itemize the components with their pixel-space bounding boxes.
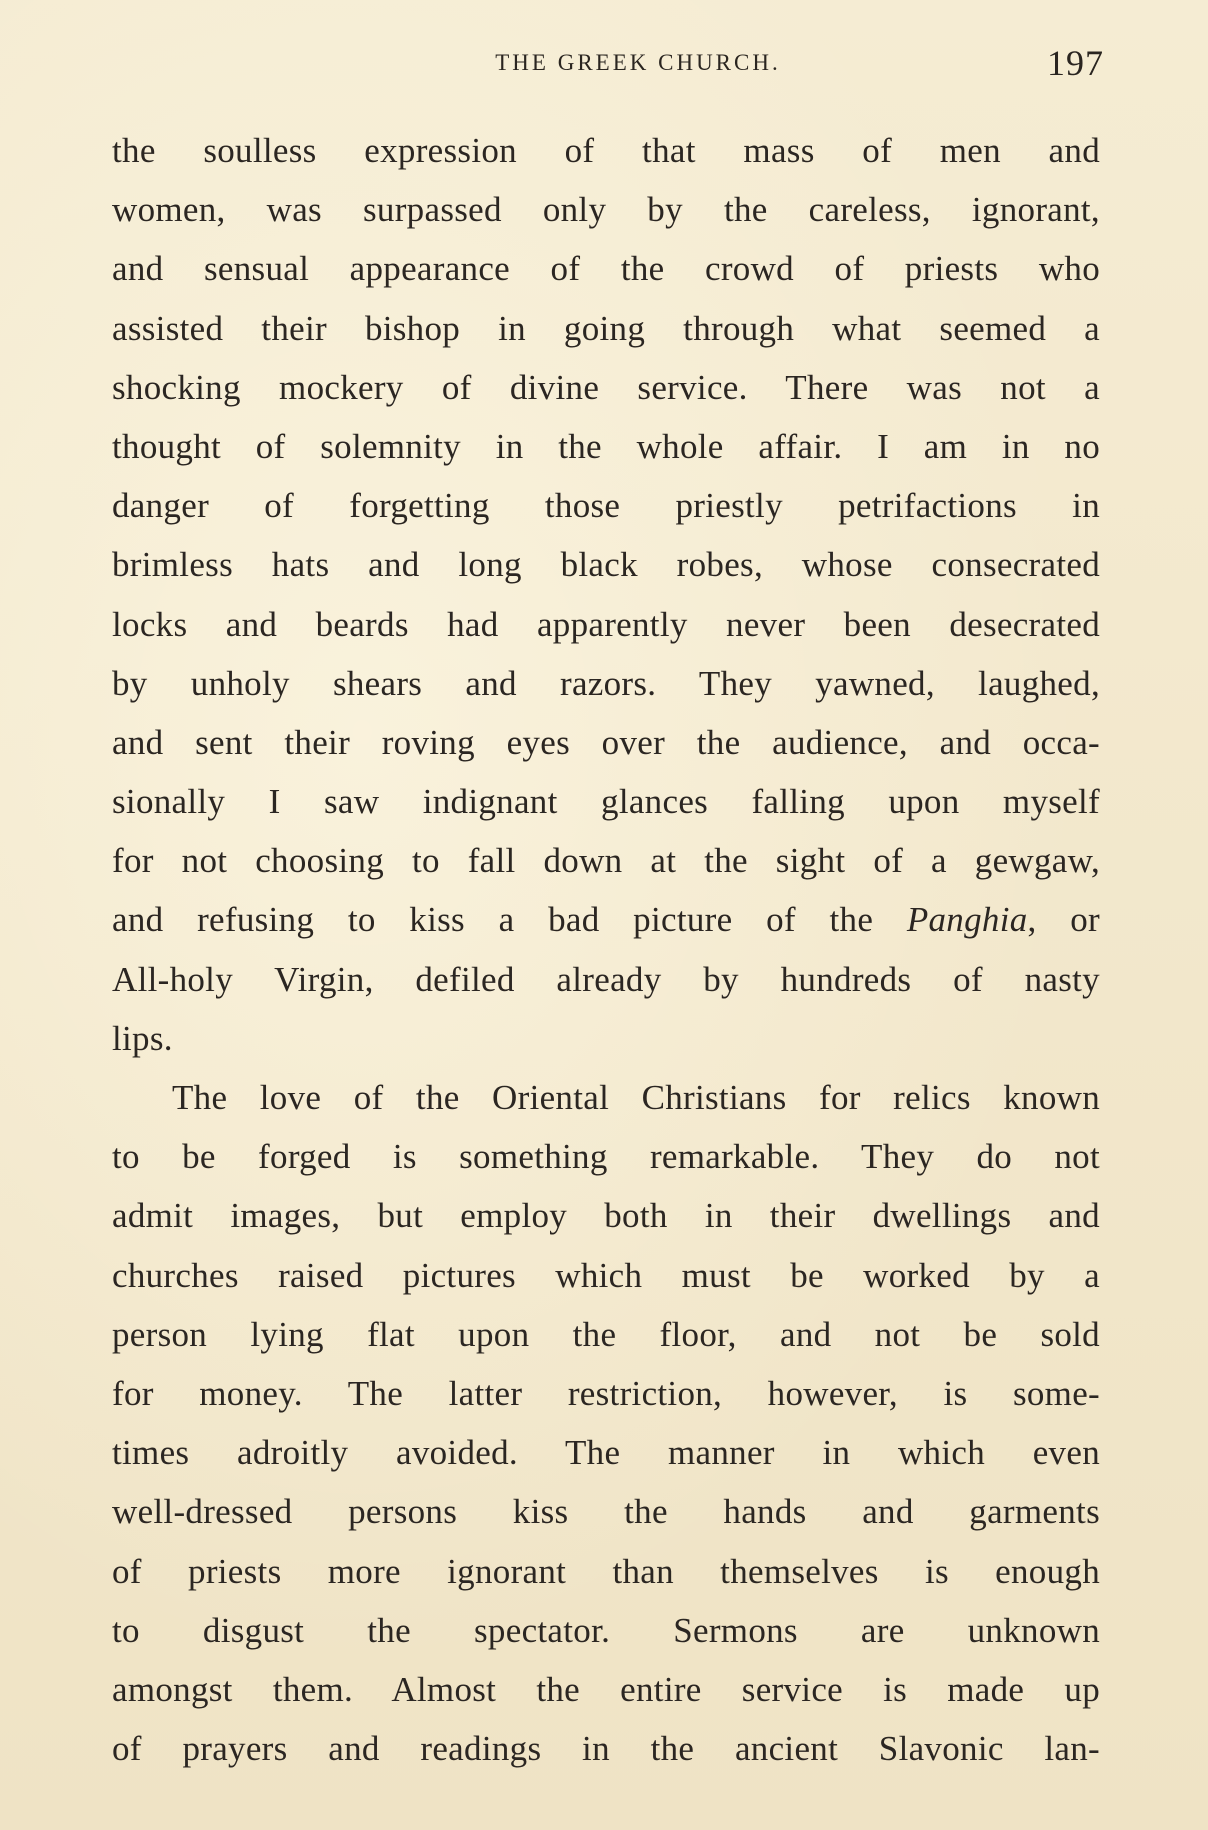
text-line: churches raised pictures which must be worked by a: [112, 1255, 1100, 1295]
text-line: to be forged is something remarkable. They do not: [112, 1137, 1100, 1177]
text-line: thought of solemnity in the whole affair. I am in no: [112, 426, 1100, 466]
text-line: The love of the Oriental Christians for relics known: [172, 1078, 1100, 1117]
running-head: [112, 42, 1104, 82]
text-line: admit images, but employ both in their dwellings and: [112, 1196, 1100, 1236]
text-line: lips.: [112, 1018, 173, 1058]
running-title: THE GREEK CHURCH.: [495, 50, 781, 75]
text-line: danger of forgetting those priestly petrifactions in: [112, 486, 1100, 526]
text-segment: , or: [1027, 900, 1101, 940]
text-line: by unholy shears and razors. They yawned, laughed,: [112, 663, 1100, 703]
text-line: to disgust the spectator. Sermons are unknown: [112, 1610, 1100, 1650]
text-line: person lying flat upon the floor, and not be sold: [112, 1314, 1100, 1354]
paragraph-1: [112, 121, 1100, 1068]
text-line: and sent their roving eyes over the audience, and occa-: [112, 722, 1100, 762]
text-segment: and refusing to kiss a bad picture of the: [112, 900, 907, 940]
text-line: brimless hats and long black robes, whose consecrated: [112, 545, 1100, 585]
text-line: women, was surpassed only by the careless, ignorant,: [112, 190, 1100, 230]
text-line: and sensual appearance of the crowd of priests who: [112, 249, 1100, 289]
text-line: the soulless expression of that mass of men and: [112, 131, 1100, 170]
text-line: All-holy Virgin, defiled already by hundreds of nasty: [112, 959, 1100, 999]
text-line: amongst them. Almost the entire service is made up: [112, 1669, 1100, 1709]
text-line: times adroitly avoided. The manner in which even: [112, 1433, 1100, 1473]
text-line: for not choosing to fall down at the sight of a gewgaw,: [112, 841, 1100, 881]
text-line: for money. The latter restriction, however, is some-: [112, 1373, 1100, 1413]
body-text: [112, 121, 1100, 1778]
italic-word: Panghia: [906, 900, 1028, 940]
text-line: of priests more ignorant than themselves is enough: [112, 1551, 1100, 1591]
text-line: sionally I saw indignant glances falling upon myself: [112, 782, 1100, 822]
text-line: locks and beards had apparently never been desecrated: [112, 604, 1100, 644]
text-line: of prayers and readings in the ancient Slavonic lan-: [112, 1729, 1100, 1769]
text-line: assisted their bishop in going through what seemed a: [112, 308, 1100, 348]
text-line: shocking mockery of divine service. There was not a: [112, 367, 1100, 407]
text-line: well-dressed persons kiss the hands and garments: [112, 1492, 1100, 1532]
page-number: 197: [1047, 43, 1104, 83]
paragraph-2: [112, 1068, 1100, 1778]
text-line: [112, 890, 1100, 949]
